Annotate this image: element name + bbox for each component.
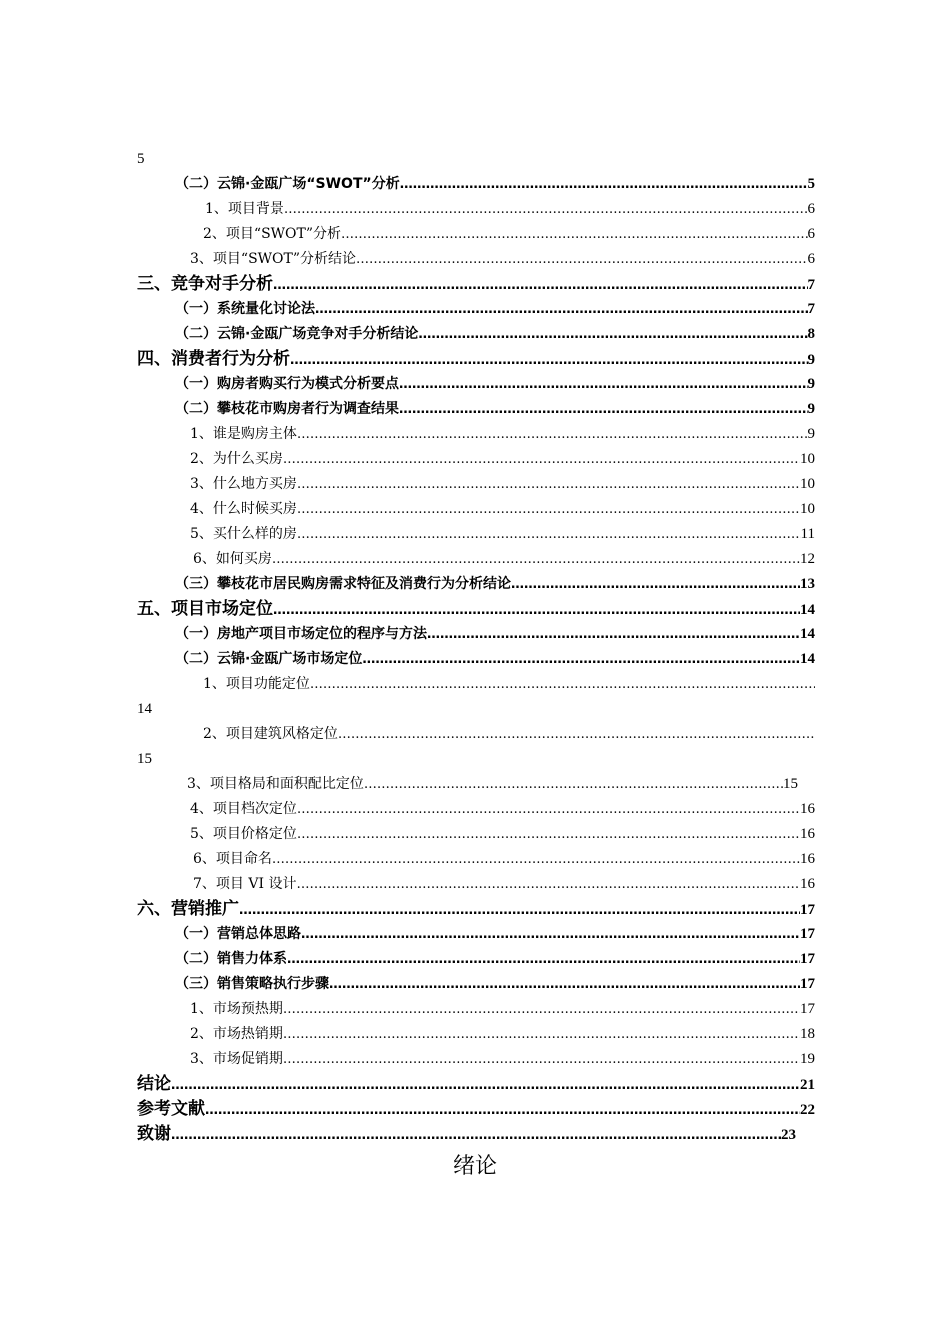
- toc-entry[interactable]: [175, 397, 815, 422]
- toc-entry-label: 4、什么时候买房: [190, 501, 297, 517]
- toc-leader-dots: [356, 247, 807, 272]
- toc-entry[interactable]: [190, 422, 815, 447]
- toc-leader-dots: [341, 222, 807, 247]
- toc-entry-page: 16: [800, 851, 815, 867]
- toc-entry-page: 17: [800, 902, 815, 918]
- toc-entry-page: 19: [800, 1051, 815, 1067]
- toc-entry-label: 2、项目“SWOT”分析: [203, 226, 342, 242]
- toc-entry-label: （二）销售力体系: [175, 951, 287, 967]
- toc-orphan-page-number: 5: [137, 151, 145, 167]
- toc-entry-label: 致谢: [137, 1124, 171, 1144]
- toc-leader-dots: [310, 672, 815, 697]
- toc-entry-label: （一）系统量化讨论法: [175, 301, 315, 317]
- toc-entry[interactable]: [175, 372, 815, 397]
- section-title: 绪论: [452, 1154, 497, 1179]
- toc-leader-dots: [297, 497, 800, 522]
- toc-leader-dots: [283, 1047, 800, 1072]
- toc-leader-dots: [297, 822, 800, 847]
- toc-entry-page: 11: [800, 526, 815, 542]
- toc-entry[interactable]: [137, 897, 815, 922]
- toc-leader-dots: [297, 522, 801, 547]
- toc-entry-page: 6: [807, 226, 815, 242]
- toc-entry-label: （一）购房者购买行为模式分析要点: [175, 376, 399, 392]
- toc-entry-label: 六、营销推广: [137, 899, 239, 919]
- toc-entry-label: （二）云锦·金瓯广场“SWOT”分析: [175, 176, 400, 192]
- toc-entry-label: 1、市场预热期: [190, 1001, 283, 1017]
- toc-entry[interactable]: [193, 547, 815, 572]
- toc-entry-page: 14: [800, 626, 815, 642]
- toc-entry-page: 13: [800, 576, 815, 592]
- toc-wrapped-page-number: 15: [137, 751, 152, 767]
- toc-entry[interactable]: [190, 997, 815, 1022]
- toc-leader-dots: [511, 572, 800, 597]
- toc-entry[interactable]: [175, 322, 815, 347]
- toc-leader-dots: [297, 472, 800, 497]
- toc-entry[interactable]: [175, 172, 815, 197]
- toc-entry-label: 2、为什么买房: [190, 451, 283, 467]
- toc-entry[interactable]: [137, 1072, 815, 1097]
- toc-entry-page: 9: [807, 352, 815, 368]
- toc-entry-label: 5、买什么样的房: [190, 526, 297, 542]
- toc-entry-page: 9: [807, 426, 815, 442]
- toc-entry[interactable]: [190, 822, 815, 847]
- toc-entry[interactable]: [190, 497, 815, 522]
- toc-entry-label: 3、项目格局和面积配比定位: [187, 776, 364, 792]
- toc-entry[interactable]: [203, 722, 815, 747]
- toc-entry-label: 3、什么地方买房: [190, 476, 297, 492]
- toc-entry-page: 5: [807, 176, 815, 192]
- toc-entry[interactable]: [203, 222, 815, 247]
- toc-entry[interactable]: [175, 947, 815, 972]
- toc-entry[interactable]: [190, 1047, 815, 1072]
- toc-leader-dots: [287, 947, 800, 972]
- toc-entry-label: （一）营销总体思路: [175, 926, 301, 942]
- toc-leader-dots: [362, 647, 800, 672]
- toc-leader-dots: [239, 898, 800, 922]
- toc-leader-dots: [205, 1098, 800, 1122]
- toc-leader-dots: [272, 547, 800, 572]
- toc-entry-page: 6: [807, 201, 815, 217]
- toc-entry[interactable]: [175, 297, 815, 322]
- toc-leader-dots: [418, 322, 807, 347]
- toc-leader-dots: [273, 598, 800, 622]
- toc-entry-page: 17: [800, 976, 815, 992]
- toc-leader-dots: [427, 622, 800, 647]
- toc-entry-page: 9: [807, 376, 815, 392]
- toc-entry[interactable]: [175, 622, 815, 647]
- toc-leader-dots: [297, 797, 800, 822]
- toc-entry[interactable]: [190, 1022, 815, 1047]
- toc-leader-dots: [399, 397, 808, 422]
- toc-entry-label: 5、项目价格定位: [190, 826, 297, 842]
- toc-entry-page: 7: [807, 301, 815, 317]
- toc-entry-page: 10: [800, 451, 815, 467]
- toc-entry-page: 14: [800, 651, 815, 667]
- toc-entry-label: （二）云锦·金瓯广场竞争对手分析结论: [175, 326, 419, 342]
- toc-entry-page: 15: [783, 776, 798, 792]
- toc-entry-page: 23: [781, 1127, 796, 1143]
- toc-entry-label: 结论: [137, 1074, 171, 1094]
- toc-leader-dots: [283, 1022, 800, 1047]
- toc-entry[interactable]: [175, 972, 815, 997]
- toc-entry-label: 3、项目“SWOT”分析结论: [190, 251, 357, 267]
- toc-entry-page: 6: [807, 251, 815, 267]
- toc-entry-page: 9: [807, 401, 815, 417]
- toc-entry-label: 2、项目建筑风格定位: [203, 726, 338, 742]
- toc-entry[interactable]: [190, 472, 815, 497]
- toc-entry-page: 12: [800, 551, 815, 567]
- toc-entry[interactable]: [137, 272, 815, 297]
- toc-entry-page: 7: [807, 277, 815, 293]
- toc-entry-page: 16: [800, 826, 815, 842]
- toc-entry[interactable]: [175, 922, 815, 947]
- toc-wrapped-page-number: 14: [137, 701, 152, 717]
- toc-leader-dots: [272, 847, 800, 872]
- toc-entry-label: （二）攀枝花市购房者行为调查结果: [175, 401, 399, 417]
- toc-entry-page: 16: [800, 801, 815, 817]
- toc-leader-dots: [301, 922, 800, 947]
- toc-entry[interactable]: [175, 572, 815, 597]
- toc-entry-page: 10: [800, 476, 815, 492]
- toc-entry[interactable]: [187, 772, 798, 797]
- toc-leader-dots: [283, 997, 800, 1022]
- toc-leader-dots: [171, 1123, 781, 1147]
- toc-leader-dots: [338, 722, 815, 747]
- toc-entry-label: 6、项目命名: [193, 851, 272, 867]
- toc-entry-label: 2、市场热销期: [190, 1026, 283, 1042]
- toc-entry-label: 1、项目背景: [205, 201, 284, 217]
- toc-leader-dots: [315, 297, 808, 322]
- toc-entry-label: 三、竞争对手分析: [137, 274, 273, 294]
- toc-entry[interactable]: [205, 197, 815, 222]
- toc-entry-label: （二）云锦·金瓯广场市场定位: [175, 651, 363, 667]
- toc-entry-page: 17: [800, 926, 815, 942]
- toc-leader-dots: [290, 348, 808, 372]
- toc-entry-label: 3、市场促销期: [190, 1051, 283, 1067]
- toc-entry[interactable]: [190, 522, 815, 547]
- toc-entry-page: 16: [800, 876, 815, 892]
- toc-entry[interactable]: [193, 847, 815, 872]
- toc-entry-page: 22: [800, 1102, 815, 1118]
- toc-leader-dots: [273, 273, 808, 297]
- toc-leader-dots: [399, 372, 808, 397]
- toc-entry-label: 四、消费者行为分析: [137, 349, 290, 369]
- toc-entry[interactable]: [137, 347, 815, 372]
- toc-leader-dots: [400, 172, 808, 197]
- toc-leader-dots: [329, 972, 800, 997]
- toc-entry-page: 14: [800, 602, 815, 618]
- toc-entry[interactable]: [137, 597, 815, 622]
- toc-entry-label: 6、如何买房: [193, 551, 272, 567]
- toc-entry[interactable]: [190, 797, 815, 822]
- toc-entry-label: （一）房地产项目市场定位的程序与方法: [175, 626, 427, 642]
- toc-entry-page: 17: [800, 951, 815, 967]
- toc-entry[interactable]: [190, 247, 815, 272]
- toc-entry-label: 1、谁是购房主体: [190, 426, 297, 442]
- toc-leader-dots: [364, 772, 783, 797]
- toc-leader-dots: [284, 197, 808, 222]
- toc-entry-label: 参考文献: [137, 1099, 205, 1119]
- toc-entry-label: （三）攀枝花市居民购房需求特征及消费行为分析结论: [175, 576, 511, 592]
- toc-entry-label: 4、项目档次定位: [190, 801, 297, 817]
- toc-entry[interactable]: [203, 672, 815, 697]
- toc-entry[interactable]: [175, 647, 815, 672]
- toc-entry-label: 1、项目功能定位: [203, 676, 310, 692]
- toc-entry[interactable]: [137, 1097, 815, 1122]
- toc-entry-page: 10: [800, 501, 815, 517]
- toc-leader-dots: [297, 422, 808, 447]
- toc-entry-page: 8: [807, 326, 815, 342]
- toc-entry[interactable]: [190, 447, 815, 472]
- toc-entry-label: 7、项目 VI 设计: [193, 876, 297, 892]
- toc-leader-dots: [283, 447, 800, 472]
- toc-entry[interactable]: [193, 872, 815, 897]
- toc-entry-page: 21: [800, 1077, 815, 1093]
- toc-leader-dots: [171, 1073, 800, 1097]
- toc-entry-label: （三）销售策略执行步骤: [175, 976, 329, 992]
- toc-entry-page: 18: [800, 1026, 815, 1042]
- toc-entry-page: 17: [800, 1001, 815, 1017]
- toc-entry[interactable]: [137, 1122, 796, 1147]
- toc-entry-label: 五、项目市场定位: [137, 599, 273, 619]
- toc-leader-dots: [296, 872, 800, 897]
